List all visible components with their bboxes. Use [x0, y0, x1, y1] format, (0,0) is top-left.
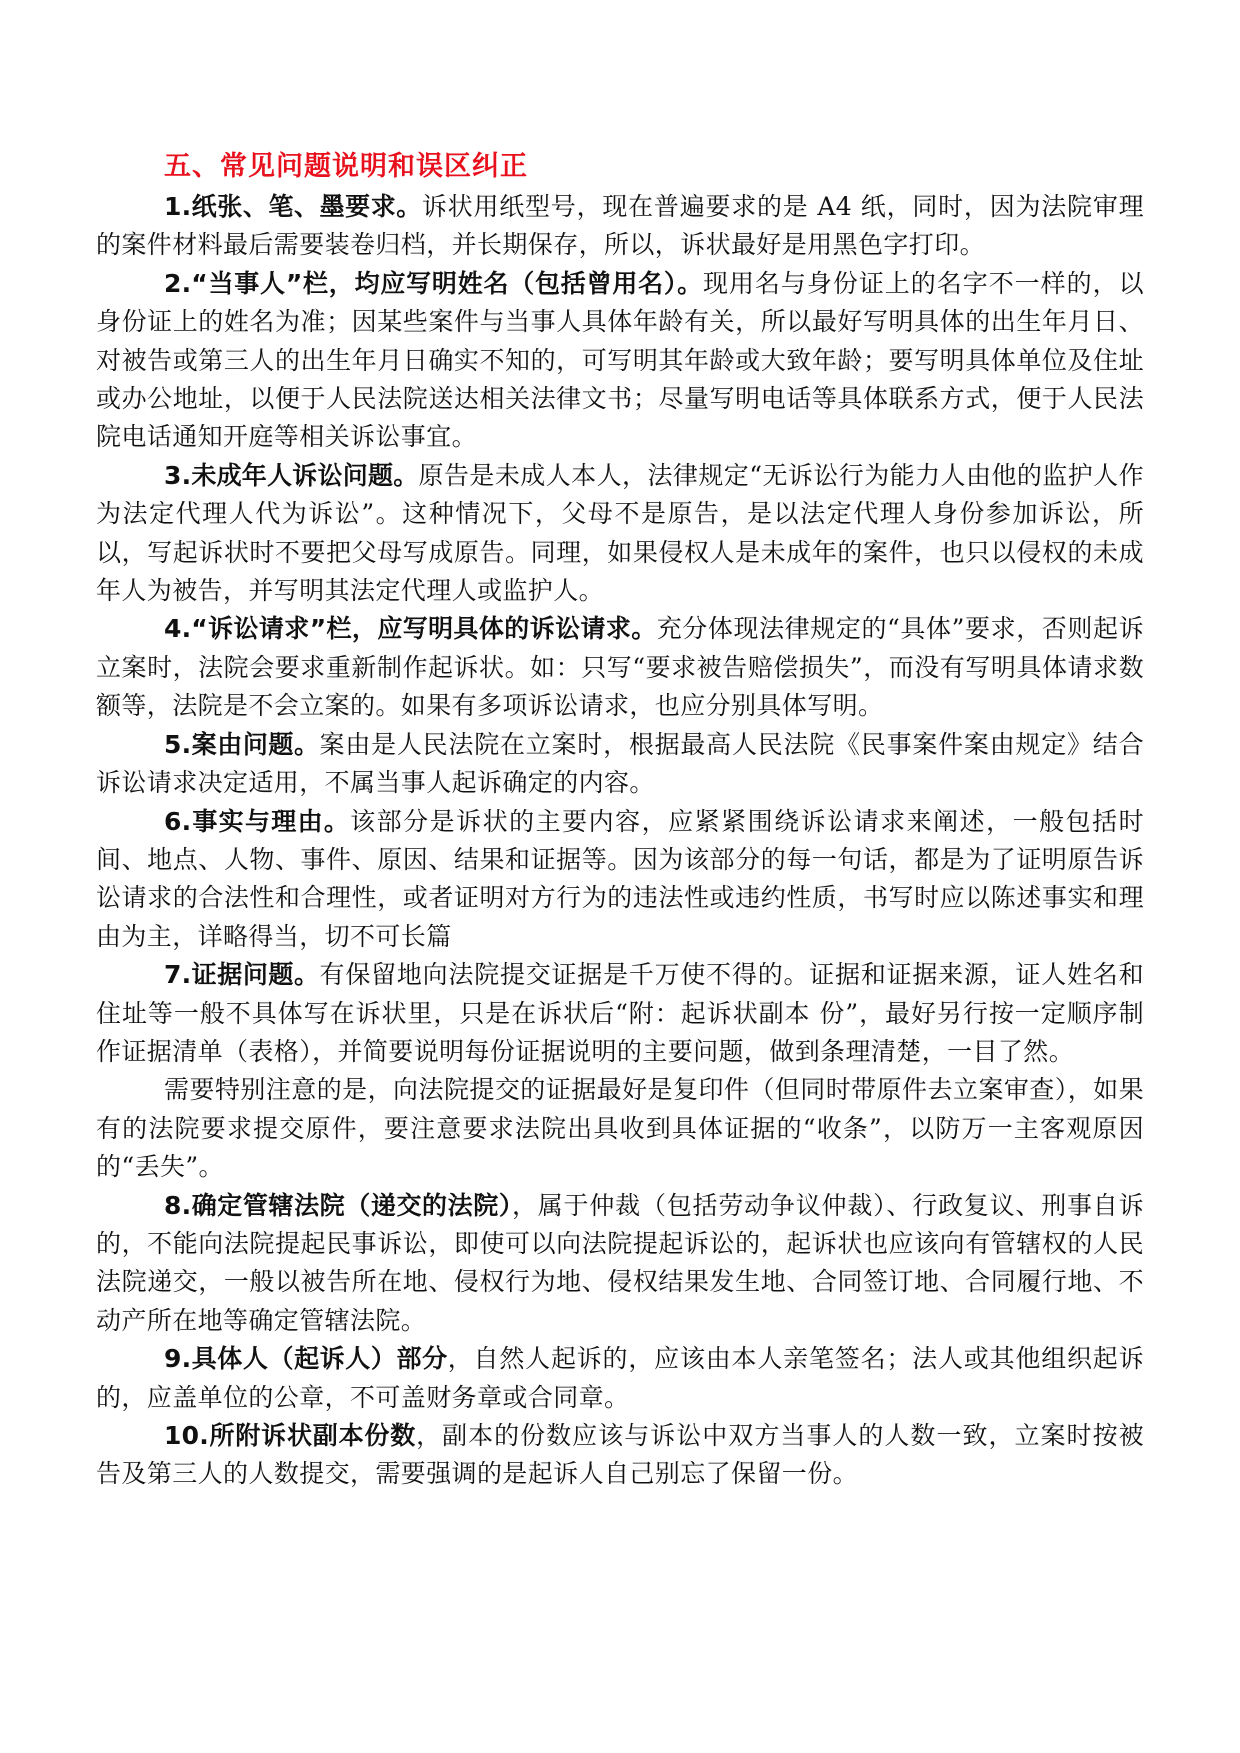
document-page: [96, 148, 1144, 1494]
paragraph-body: 有保留地向法院提交证据是千万使不得的。证据和证据来源，证人姓名和住址等一般不具体写在诉状里，只是在诉状后“附：起诉状副本 份”，最好另行按一定顺序制作证据清单（表格），并简要说明每份证据说明的主要问题，做到条理清楚，一目了然。: [96, 960, 1144, 1066]
paragraph-lead: 8.确定管辖法院（递交的法院）: [164, 1190, 512, 1220]
paragraph-lead: 7.证据问题。: [164, 960, 320, 990]
paragraph-lead: 10.所附诉状副本份数: [164, 1421, 417, 1450]
paragraph-lead: 1.纸张、笔、墨要求。: [164, 192, 422, 221]
paragraph-lead: 5.案由问题。: [164, 729, 320, 759]
paragraph-body: 原告是未成人本人，法律规定“无诉讼行为能力人由他的监护人作为法定代理人代为诉讼”。这种情况下，父母不是原告，是以法定代理人身份参加诉讼，所以，写起诉状时不要把父母写成原告。同理，如果侵权人是未成年的案件，也只以侵权的未成年人为被告，并写明其法定代理人或监护人。: [96, 460, 1144, 606]
paragraph-paper-pen-ink: [96, 188, 1144, 265]
paragraph-lead: 3.未成年人诉讼问题。: [164, 460, 419, 490]
paragraph-lead: 2.“当事人”栏，均应写明姓名（包括曾用名）。: [164, 268, 703, 298]
paragraph-body: 诉状用纸型号，现在普遍要求的是 A4 纸，同时，因为法院审理的案件材料最后需要装卷归档，并长期保存，所以，诉状最好是用黑色字打印。: [96, 192, 1144, 260]
section-heading: 五、常见问题说明和误区纠正: [164, 151, 528, 182]
paragraph-jurisdiction: [96, 1187, 1144, 1341]
paragraph-body: 该部分是诉状的主要内容，应紧紧围绕诉讼请求来阐述，一般包括时间、地点、人物、事件、原因、结果和证据等。因为该部分的每一句话，都是为了证明原告诉讼请求的合法性和合理性，或者证明对方行为的违法性或违约性质，书写时应以陈述事实和理由为主，详略得当，切不可长篇: [96, 806, 1144, 951]
paragraph-claims: [96, 610, 1144, 725]
paragraph-body: 充分体现法律规定的“具体”要求，否则起诉立案时，法院会要求重新制作起诉状。如：只写“要求被告赔偿损失”，而没有写明具体请求数额等，法院是不会立案的。如果有多项诉讼请求，也应分别具体写明。: [96, 614, 1144, 721]
paragraph-parties: [96, 265, 1144, 457]
paragraph-minors: [96, 457, 1144, 611]
paragraph-body: ，自然人起诉的，应该由本人亲笔签名；法人或其他组织起诉的，应盖单位的公章，不可盖财务章或合同章。: [96, 1344, 1145, 1412]
paragraph-body: 需要特别注意的是，向法院提交的证据最好是复印件（但同时带原件去立案审查），如果有的法院要求提交原件，要注意要求法院出具收到具体证据的“收条”，以防万一主客观原因的“丢失”。: [96, 1075, 1144, 1182]
paragraph-copies: [96, 1417, 1144, 1494]
paragraph-evidence: [96, 956, 1144, 1071]
paragraph-plaintiff-signature: [96, 1340, 1144, 1417]
paragraph-body: 现用名与身份证上的名字不一样的，以身份证上的姓名为准；因某些案件与当事人具体年龄有关，所以最好写明具体的出生年月日、对被告或第三人的出生年月日确实不知的，可写明其年龄或大致年龄；要写明具体单位及住址或办公地址，以便于人民法院送达相关法律文书；尽量写明电话等具体联系方式，便于人民法院电话通知开庭等相关诉讼事宜。: [96, 268, 1144, 452]
paragraph-cause-of-action: [96, 726, 1144, 803]
paragraph-lead: 4.“诉讼请求”栏，应写明具体的诉讼请求。: [164, 614, 657, 644]
paragraph-lead: 9.具体人（起诉人）部分: [164, 1344, 448, 1374]
paragraph-body: 案由是人民法院在立案时，根据最高人民法院《民事案件案由规定》结合诉讼请求决定适用，不属当事人起诉确定的内容。: [96, 729, 1144, 798]
paragraph-body: ，属于仲裁（包括劳动争议仲裁）、行政复议、刑事自诉的，不能向法院提起民事诉讼，即使可以向法院提起诉讼的，起诉状也应该向有管辖权的人民法院递交，一般以被告所在地、侵权行为地、侵权结果发生地、合同签订地、合同履行地、不动产所在地等确定管辖法院。: [96, 1190, 1144, 1335]
paragraph-body: ，副本的份数应该与诉讼中双方当事人的人数一致，立案时按被告及第三人的人数提交，需要强调的是起诉人自己别忘了保留一份。: [96, 1421, 1144, 1489]
paragraph-facts-reasons: [96, 803, 1144, 957]
paragraph-lead: 6.事实与理由。: [164, 806, 351, 836]
paragraph-evidence-note: [96, 1071, 1144, 1186]
